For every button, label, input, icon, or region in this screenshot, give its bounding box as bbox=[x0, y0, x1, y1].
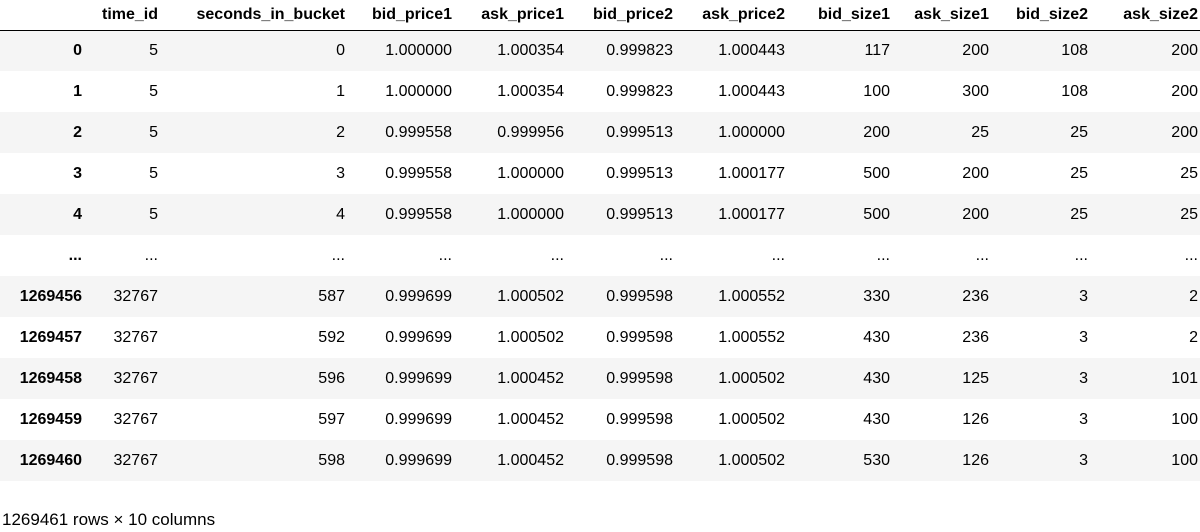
cell-ask-price2: 1.000502 bbox=[718, 410, 785, 428]
cell-bid-price1: 1.000000 bbox=[385, 82, 452, 100]
cell-ask-price2: 1.000000 bbox=[718, 123, 785, 141]
cell-seconds-in-bucket: 4 bbox=[336, 205, 345, 223]
cell-ask-price1: 1.000452 bbox=[497, 410, 564, 428]
row-index: 1269457 bbox=[19, 328, 82, 346]
cell-ask-size1: 236 bbox=[962, 328, 989, 346]
cell-time-id: 5 bbox=[149, 205, 158, 223]
cell-ask-size2: 101 bbox=[1171, 369, 1198, 387]
cell-ask-size2: 25 bbox=[1180, 205, 1198, 223]
cell-bid-price2: 0.999598 bbox=[606, 369, 673, 387]
column-header-seconds-in-bucket: seconds_in_bucket bbox=[163, 0, 350, 30]
cell-time-id: 32767 bbox=[113, 410, 158, 428]
cell-ask-size2: 200 bbox=[1171, 123, 1198, 141]
column-header-bid-size1: bid_size1 bbox=[790, 0, 895, 30]
column-header-bid-price2: bid_price2 bbox=[569, 0, 678, 30]
cell-ask-price1: 1.000452 bbox=[497, 451, 564, 469]
row-index: 3 bbox=[73, 164, 82, 182]
cell-bid-price2: 0.999598 bbox=[606, 287, 673, 305]
cell-seconds-in-bucket: ... bbox=[331, 246, 345, 264]
cell-ask-size2: 100 bbox=[1171, 410, 1198, 428]
cell-bid-price2: 0.999598 bbox=[606, 410, 673, 428]
cell-time-id: 5 bbox=[149, 41, 158, 59]
cell-bid-size2: 3 bbox=[1079, 451, 1088, 469]
cell-time-id: 32767 bbox=[113, 328, 158, 346]
row-index: 4 bbox=[73, 205, 82, 223]
cell-time-id: 32767 bbox=[113, 287, 158, 305]
cell-ask-price1: 1.000452 bbox=[497, 369, 564, 387]
cell-ask-price1: 1.000000 bbox=[497, 164, 564, 182]
cell-bid-size2: 3 bbox=[1079, 328, 1088, 346]
cell-ask-size2: 25 bbox=[1180, 164, 1198, 182]
cell-ask-price2: 1.000177 bbox=[718, 164, 785, 182]
table-row bbox=[0, 112, 1200, 153]
cell-ask-size1: 200 bbox=[962, 164, 989, 182]
cell-bid-size1: 430 bbox=[863, 369, 890, 387]
index-header bbox=[0, 0, 85, 30]
row-index: 2 bbox=[73, 123, 82, 141]
table-row bbox=[0, 276, 1200, 317]
cell-ask-size1: 25 bbox=[971, 123, 989, 141]
cell-bid-size1: 200 bbox=[863, 123, 890, 141]
cell-seconds-in-bucket: 587 bbox=[318, 287, 345, 305]
cell-bid-size1: 430 bbox=[863, 328, 890, 346]
table-row bbox=[0, 235, 1200, 276]
cell-bid-size2: 108 bbox=[1061, 82, 1088, 100]
cell-bid-size2: 25 bbox=[1070, 205, 1088, 223]
cell-ask-price1: 1.000354 bbox=[497, 41, 564, 59]
cell-ask-size1: 236 bbox=[962, 287, 989, 305]
table-row bbox=[0, 71, 1200, 112]
cell-bid-price1: 0.999558 bbox=[385, 164, 452, 182]
cell-time-id: 32767 bbox=[113, 451, 158, 469]
cell-ask-size1: 300 bbox=[962, 82, 989, 100]
cell-ask-price2: 1.000552 bbox=[718, 328, 785, 346]
cell-bid-price2: 0.999513 bbox=[606, 205, 673, 223]
cell-bid-size2: 3 bbox=[1079, 410, 1088, 428]
row-index: 1269460 bbox=[19, 451, 82, 469]
cell-time-id: 5 bbox=[149, 164, 158, 182]
cell-ask-size1: 126 bbox=[962, 410, 989, 428]
column-header-time-id: time_id bbox=[85, 0, 163, 30]
cell-bid-size2: 108 bbox=[1061, 41, 1088, 59]
cell-time-id: ... bbox=[144, 246, 158, 264]
table-row bbox=[0, 30, 1200, 71]
cell-bid-price1: ... bbox=[438, 246, 452, 264]
row-index: 1 bbox=[73, 82, 82, 100]
cell-bid-price1: 0.999699 bbox=[385, 451, 452, 469]
row-index: 1269459 bbox=[19, 410, 82, 428]
cell-bid-price1: 0.999558 bbox=[385, 205, 452, 223]
cell-bid-size2: 3 bbox=[1079, 287, 1088, 305]
cell-ask-size2: 200 bbox=[1171, 41, 1198, 59]
cell-ask-price2: ... bbox=[771, 246, 785, 264]
cell-ask-price1: 1.000502 bbox=[497, 328, 564, 346]
cell-ask-size1: 125 bbox=[962, 369, 989, 387]
cell-bid-price2: 0.999513 bbox=[606, 164, 673, 182]
cell-seconds-in-bucket: 597 bbox=[318, 410, 345, 428]
cell-ask-size2: 100 bbox=[1171, 451, 1198, 469]
cell-ask-price1: 0.999956 bbox=[497, 123, 564, 141]
cell-bid-size1: 500 bbox=[863, 164, 890, 182]
cell-ask-price2: 1.000177 bbox=[718, 205, 785, 223]
cell-ask-size2: 2 bbox=[1189, 328, 1198, 346]
cell-seconds-in-bucket: 1 bbox=[336, 82, 345, 100]
cell-bid-price1: 1.000000 bbox=[385, 41, 452, 59]
cell-bid-price2: 0.999823 bbox=[606, 41, 673, 59]
cell-seconds-in-bucket: 596 bbox=[318, 369, 345, 387]
cell-bid-size1: 530 bbox=[863, 451, 890, 469]
cell-seconds-in-bucket: 598 bbox=[318, 451, 345, 469]
cell-ask-size1: 126 bbox=[962, 451, 989, 469]
row-index: ... bbox=[68, 246, 82, 264]
cell-time-id: 32767 bbox=[113, 369, 158, 387]
cell-bid-price1: 0.999699 bbox=[385, 287, 452, 305]
column-header-bid-price1: bid_price1 bbox=[350, 0, 457, 30]
cell-ask-price2: 1.000443 bbox=[718, 82, 785, 100]
table-row bbox=[0, 194, 1200, 235]
column-header-bid-size2: bid_size2 bbox=[994, 0, 1093, 30]
cell-bid-size1: ... bbox=[876, 246, 890, 264]
cell-bid-size2: ... bbox=[1074, 246, 1088, 264]
cell-bid-price1: 0.999699 bbox=[385, 328, 452, 346]
cell-time-id: 5 bbox=[149, 123, 158, 141]
cell-ask-price1: 1.000502 bbox=[497, 287, 564, 305]
cell-bid-size1: 500 bbox=[863, 205, 890, 223]
cell-ask-price2: 1.000502 bbox=[718, 451, 785, 469]
cell-ask-price2: 1.000443 bbox=[718, 41, 785, 59]
cell-time-id: 5 bbox=[149, 82, 158, 100]
cell-ask-price1: 1.000000 bbox=[497, 205, 564, 223]
cell-ask-size1: ... bbox=[975, 246, 989, 264]
column-header-ask-price1: ask_price1 bbox=[457, 0, 569, 30]
cell-bid-price1: 0.999699 bbox=[385, 369, 452, 387]
table-row bbox=[0, 317, 1200, 358]
cell-seconds-in-bucket: 3 bbox=[336, 164, 345, 182]
cell-ask-price1: ... bbox=[550, 246, 564, 264]
cell-bid-price2: 0.999513 bbox=[606, 123, 673, 141]
cell-bid-size1: 330 bbox=[863, 287, 890, 305]
cell-seconds-in-bucket: 0 bbox=[336, 41, 345, 59]
cell-bid-price2: ... bbox=[659, 246, 673, 264]
column-header-ask-size1: ask_size1 bbox=[895, 0, 994, 30]
dataframe-shape-summary: 1269461 rows × 10 columns bbox=[2, 510, 216, 529]
cell-ask-size1: 200 bbox=[962, 41, 989, 59]
cell-ask-price2: 1.000502 bbox=[718, 369, 785, 387]
cell-bid-price2: 0.999823 bbox=[606, 82, 673, 100]
header-row bbox=[0, 0, 1200, 30]
cell-ask-price2: 1.000552 bbox=[718, 287, 785, 305]
cell-bid-price2: 0.999598 bbox=[606, 328, 673, 346]
cell-bid-price1: 0.999699 bbox=[385, 410, 452, 428]
cell-ask-price1: 1.000354 bbox=[497, 82, 564, 100]
cell-seconds-in-bucket: 592 bbox=[318, 328, 345, 346]
cell-bid-size2: 25 bbox=[1070, 164, 1088, 182]
cell-bid-size2: 3 bbox=[1079, 369, 1088, 387]
cell-bid-size1: 100 bbox=[863, 82, 890, 100]
table-row bbox=[0, 153, 1200, 194]
cell-bid-price2: 0.999598 bbox=[606, 451, 673, 469]
cell-ask-size2: 2 bbox=[1189, 287, 1198, 305]
cell-ask-size1: 200 bbox=[962, 205, 989, 223]
table-row bbox=[0, 440, 1200, 481]
row-index: 1269456 bbox=[19, 287, 82, 305]
cell-bid-size2: 25 bbox=[1070, 123, 1088, 141]
row-index: 1269458 bbox=[19, 369, 82, 387]
table-body bbox=[0, 30, 1200, 481]
table-row bbox=[0, 399, 1200, 440]
table-row bbox=[0, 358, 1200, 399]
cell-ask-size2: 200 bbox=[1171, 82, 1198, 100]
cell-bid-size1: 430 bbox=[863, 410, 890, 428]
cell-seconds-in-bucket: 2 bbox=[336, 123, 345, 141]
cell-ask-size2: ... bbox=[1184, 246, 1198, 264]
column-header-ask-price2: ask_price2 bbox=[678, 0, 790, 30]
row-index: 0 bbox=[73, 41, 82, 59]
column-header-ask-size2: ask_size2 bbox=[1093, 0, 1200, 30]
cell-bid-size1: 117 bbox=[864, 41, 890, 59]
cell-bid-price1: 0.999558 bbox=[385, 123, 452, 141]
